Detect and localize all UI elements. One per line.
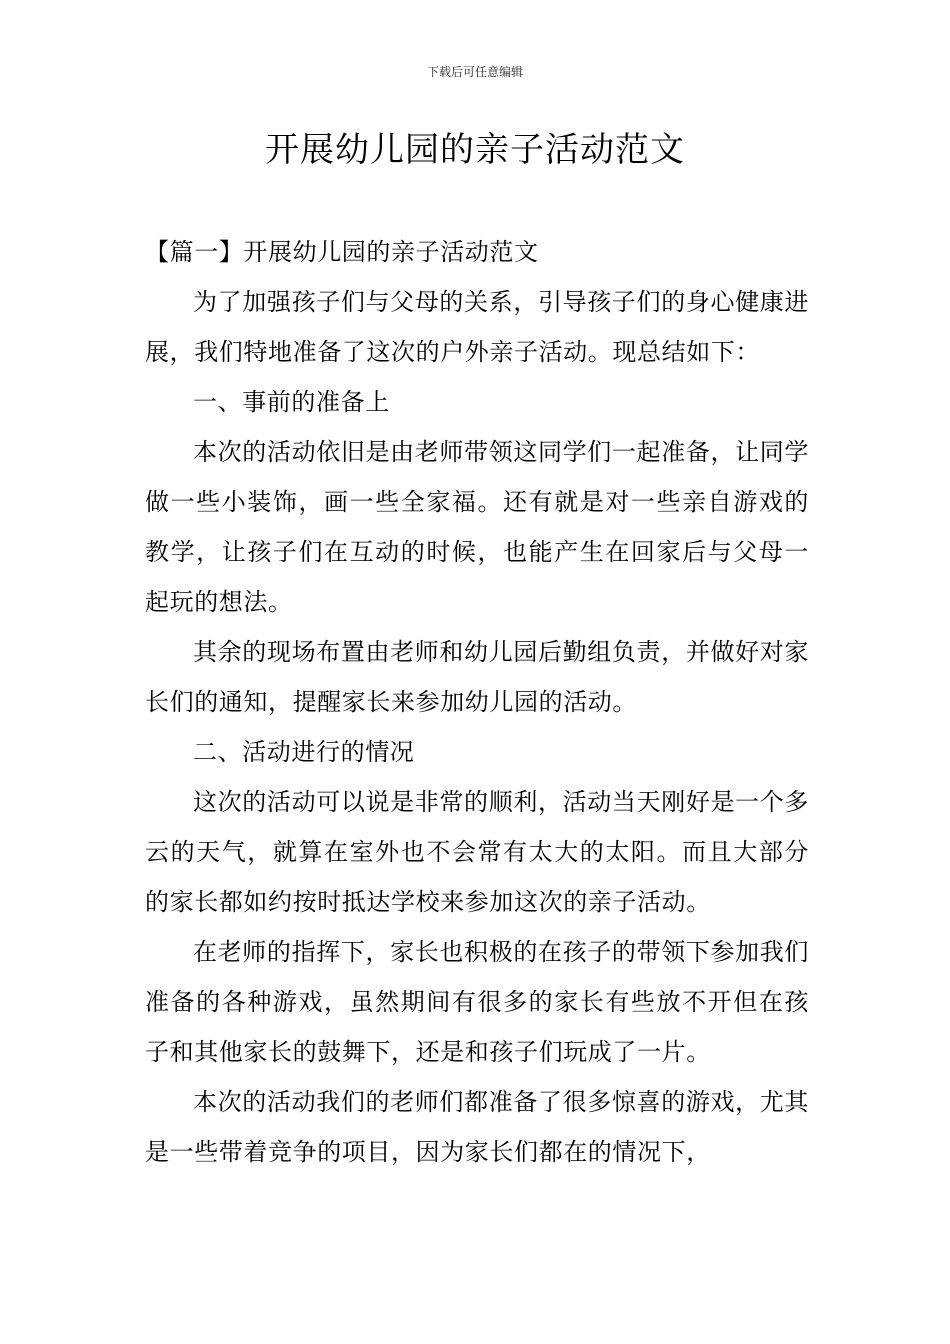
paragraph-progress-1: 这次的活动可以说是非常的顺利，活动当天刚好是一个多云的天气，就算在室外也不会常有太大的太阳。而且大部分的家长都如约按时抵达学校来参加这次的亲子活动。 [145,788,809,916]
paragraph-intro: 为了加强孩子们与父母的关系，引导孩子们的身心健康进展，我们特地准备了这次的户外亲子活动。现总结如下： [145,288,809,366]
paragraph-preparation-1: 本次的活动依旧是由老师带领这同学们一起准备，让同学做一些小装饰，画一些全家福。还有就是对一些亲自游戏的教学，让孩子们在互动的时候，也能产生在回家后与父母一起玩的想法。 [145,438,809,616]
document-title: 开展幼儿园的亲子活动范文 [265,130,685,170]
paragraph-progress-2: 在老师的指挥下，家长也积极的在孩子的带领下参加我们准备的各种游戏，虽然期间有很多的家长有些放不开但在孩子和其他家长的鼓舞下，还是和孩子们玩成了一片。 [145,938,809,1066]
subheading-progress: 二、活动进行的情况 [193,738,415,766]
paragraph-preparation-2: 其余的现场布置由老师和幼儿园后勤组负责，并做好对家长们的通知，提醒家长来参加幼儿园的活动。 [145,638,809,716]
paragraph-progress-3: 本次的活动我们的老师们都准备了很多惊喜的游戏，尤其是一些带着竞争的项目，因为家长们都在的情况下， [145,1088,809,1166]
document-body [145,227,809,1177]
header-note: 下载后可任意编辑 [426,65,523,79]
section-heading: 【篇一】开展幼儿园的亲子活动范文 [145,238,539,266]
subheading-preparation: 一、事前的准备上 [193,388,390,416]
